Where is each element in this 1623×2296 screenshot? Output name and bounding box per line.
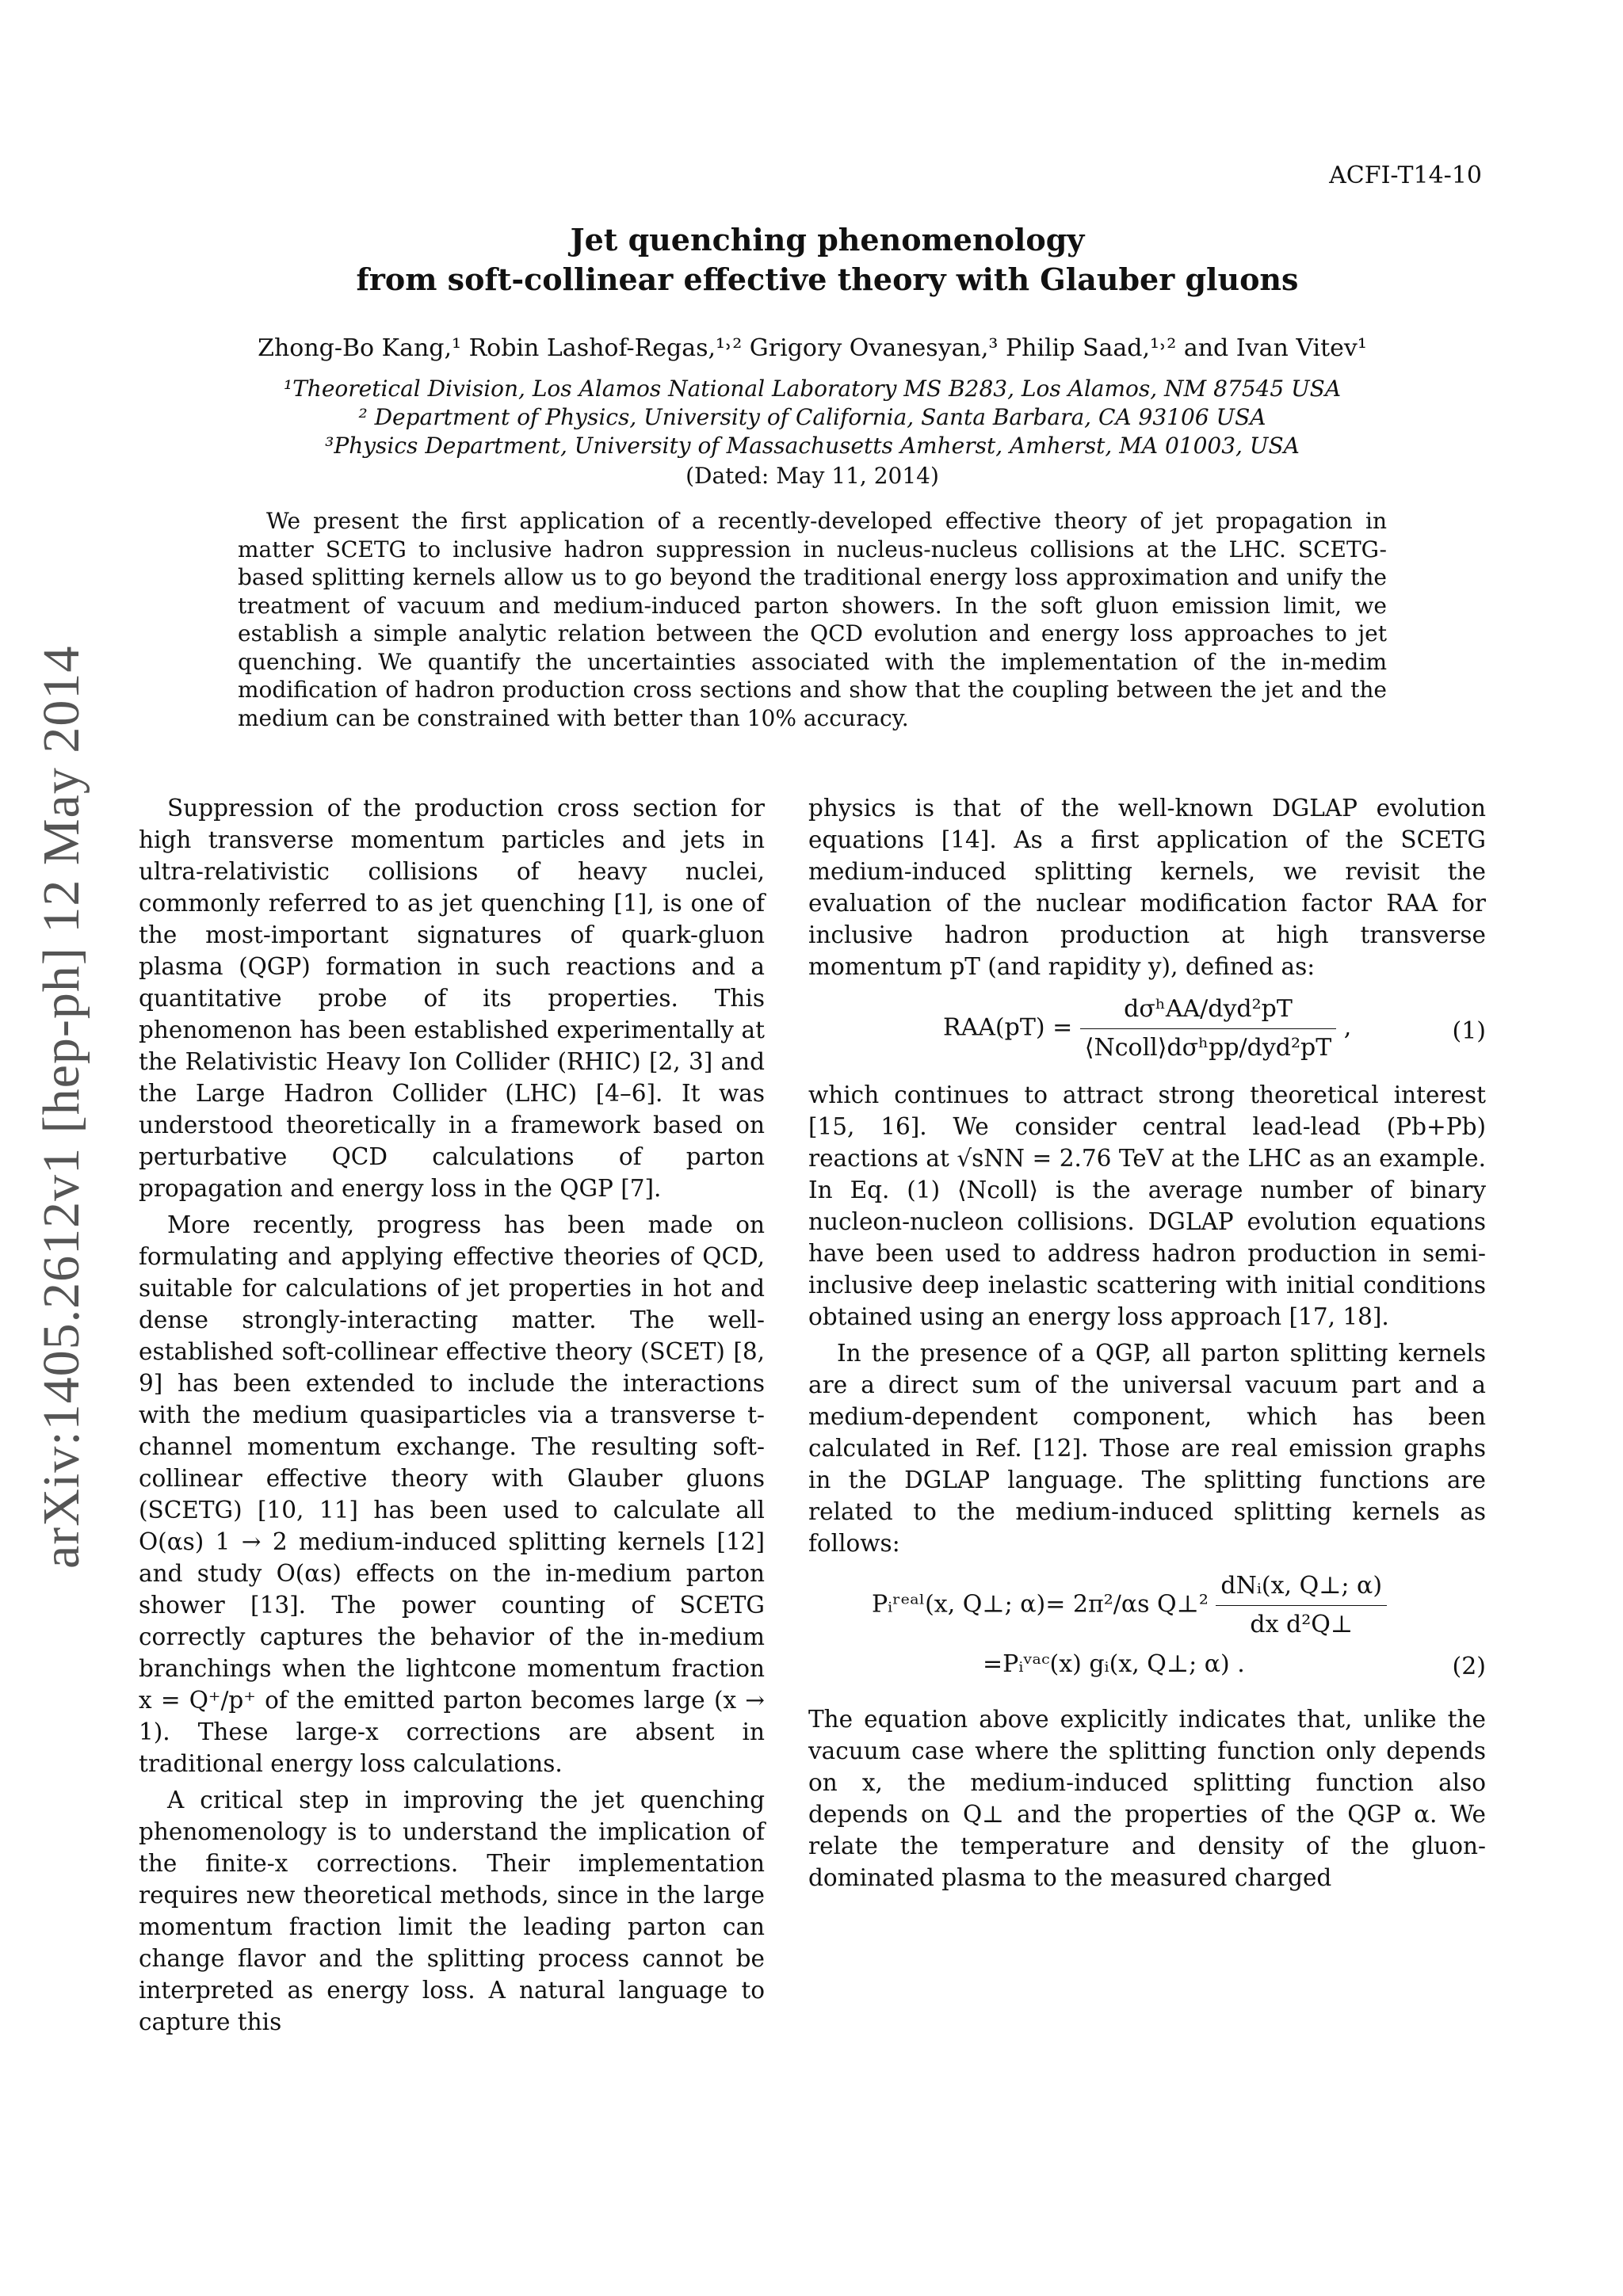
equation-1: RAA(pT) = $\frac{\text{dσʰAA/dyd²pT}}{\text{⟨Ncoll⟩dσʰpp/dyd²pT}}$ , (1): [808, 994, 1486, 1065]
eq1-numerator: dσʰAA/dyd²pT: [1080, 994, 1336, 1029]
eq1-fraction: [1080, 994, 1336, 1064]
left-paragraph-3: A critical step in improving the jet quenching phenomenology is to understand the implication of the finite-x corrections. Their implementation requires new theoretical methods, since in the large momentum fraction limit the leading parton can change flavor and the splitting process cannot be interpreted as energy loss. A natural language to capture this: [139, 1787, 765, 2035]
left-paragraph-1: Suppression of the production cross section for high transverse momentum particles and jets in ultra-relativistic collisions of heavy nuclei, commonly referred to as jet quenching [1], is one of the most-important signatures of quark-gluon plasma (QGP) formation in such reactions and a quantitative probe of its properties. This phenomenon has been established experimentally at the Relativistic Heavy Ion Collider (RHIC) [2, 3] and the Large Hadron Collider (LHC) [4–6]. It was understood theoretically in a framework based on perturbative QCD calculations of parton propagation and energy loss in the QGP [7].: [139, 795, 765, 1202]
left-column: [139, 792, 765, 2042]
left-paragraph-2: More recently, progress has been made on formulating and applying effective theories of QCD, suitable for calculations of jet properties in hot and dense strongly-interacting matter. The well-established soft-collinear effective theory (SCET) [8, 9] has been extended to include the interactions with the medium quasiparticles via a transverse t-channel momentum exchange. The resulting soft-collinear effective theory with Glauber gluons (SCETG) [10, 11] has been used to calculate all O(αs) 1 → 2 medium-induced splitting kernels [12] and study O(αs) effects on the in-medium parton shower [13]. The power counting of SCETG correctly captures the behavior of the in-medium branchings when the lightcone momentum fraction x = Q⁺/p⁺ of the emitted parton becomes large (x → 1). These large-x corrections are absent in traditional energy loss calculations.: [139, 1211, 765, 1777]
affiliation-1: ¹Theoretical Division, Los Alamos National Laboratory MS B283, Los Alamos, NM 87545 USA: [283, 376, 1342, 402]
title-line-2: from soft-collinear effective theory with Glauber gluons: [356, 261, 1299, 297]
arxiv-stamp: arXiv:1405.2612v1 [hep-ph] 12 May 2014: [32, 645, 90, 1569]
eq2-numerator: dNᵢ(x, Q⊥; α): [1216, 1570, 1387, 1606]
abstract: We present the first application of a recently-developed effective theory of jet propagation in matter SCETG to inclusive hadron suppression in nucleus-nucleus collisions at the LHC. SCETG-based splitting kernels allow us to go beyond the traditional energy loss approximation and unify the treatment of vacuum and medium-induced parton showers. In the soft gluon emission limit, we establish a simple analytic relation between the QCD evolution and energy loss approaches to jet quenching. We quantify the uncertainties associated with the implementation of the in-medim modification of hadron production cross sections and show that the coupling between the jet and the medium can be constrained with better than 10% accuracy.: [238, 508, 1387, 731]
report-number: ACFI-T14-10: [1329, 162, 1482, 189]
title-line-1: Jet quenching phenomenology: [570, 222, 1085, 257]
eq2-fraction: [1216, 1570, 1387, 1641]
right-column: [808, 792, 1486, 1898]
right-paragraph-2: which continues to attract strong theoretical interest [15, 16]. We consider central lead-lead (Pb+Pb) reactions at √sNN = 2.76 TeV at the LHC as an example. In Eq. (1) ⟨Ncoll⟩ is the average number of binary nucleon-nucleon collisions. DGLAP evolution equations have been used to address hadron production in semi-inclusive deep inelastic scattering with initial conditions obtained using an energy loss approach [17, 18].: [808, 1081, 1486, 1330]
eq2-coefficient: 2π²/αs Q⊥²: [1072, 1590, 1209, 1619]
eq2-denominator: dx d²Q⊥: [1250, 1611, 1354, 1638]
eq2-lhs: Pᵢʳᵉᵃˡ(x, Q⊥; α)=: [872, 1590, 1066, 1619]
dated-line: (Dated: May 11, 2014): [685, 463, 939, 489]
eq2-line-2: =Pᵢᵛᵃᶜ(x) gᵢ(x, Q⊥; α) .: [983, 1650, 1245, 1678]
author-list: Zhong-Bo Kang,¹ Robin Lashof-Regas,¹˒² Grigory Ovanesyan,³ Philip Saad,¹˒² and Ivan Vitev¹: [258, 334, 1367, 362]
paper-title: [178, 220, 1477, 299]
right-paragraph-1: physics is that of the well-known DGLAP evolution equations [14]. As a first application of the SCETG medium-induced splitting kernels, we revisit the evaluation of the nuclear modification factor RAA for inclusive hadron production at high transverse momentum pT (and rapidity y), defined as:: [808, 795, 1486, 980]
eq1-denominator: ⟨Ncoll⟩dσʰpp/dyd²pT: [1084, 1034, 1332, 1062]
right-paragraph-4: The equation above explicitly indicates that, unlike the vacuum case where the splitting function only depends on x, the medium-induced splitting function also depends on Q⊥ and the properties of the QGP α. We relate the temperature and density of the gluon-dominated plasma to the measured charged: [808, 1706, 1486, 1891]
affiliation-3: ³Physics Department, University of Massachusetts Amherst, Amherst, MA 01003, USA: [325, 433, 1300, 459]
eq2-number: (2): [1452, 1653, 1486, 1680]
equation-2: [808, 1570, 1486, 1689]
eq1-number: (1): [1452, 1017, 1486, 1045]
eq1-lhs: RAA(pT) =: [943, 1013, 1073, 1042]
right-paragraph-3: In the presence of a QGP, all parton splitting kernels are a direct sum of the universal vacuum part and a medium-dependent component, which has been calculated in Ref. [12]. Those are real emission graphs in the DGLAP language. The splitting functions are related to the medium-induced splitting kernels as follows:: [808, 1340, 1486, 1557]
affiliation-2: ² Department of Physics, University of California, Santa Barbara, CA 93106 USA: [358, 404, 1266, 430]
